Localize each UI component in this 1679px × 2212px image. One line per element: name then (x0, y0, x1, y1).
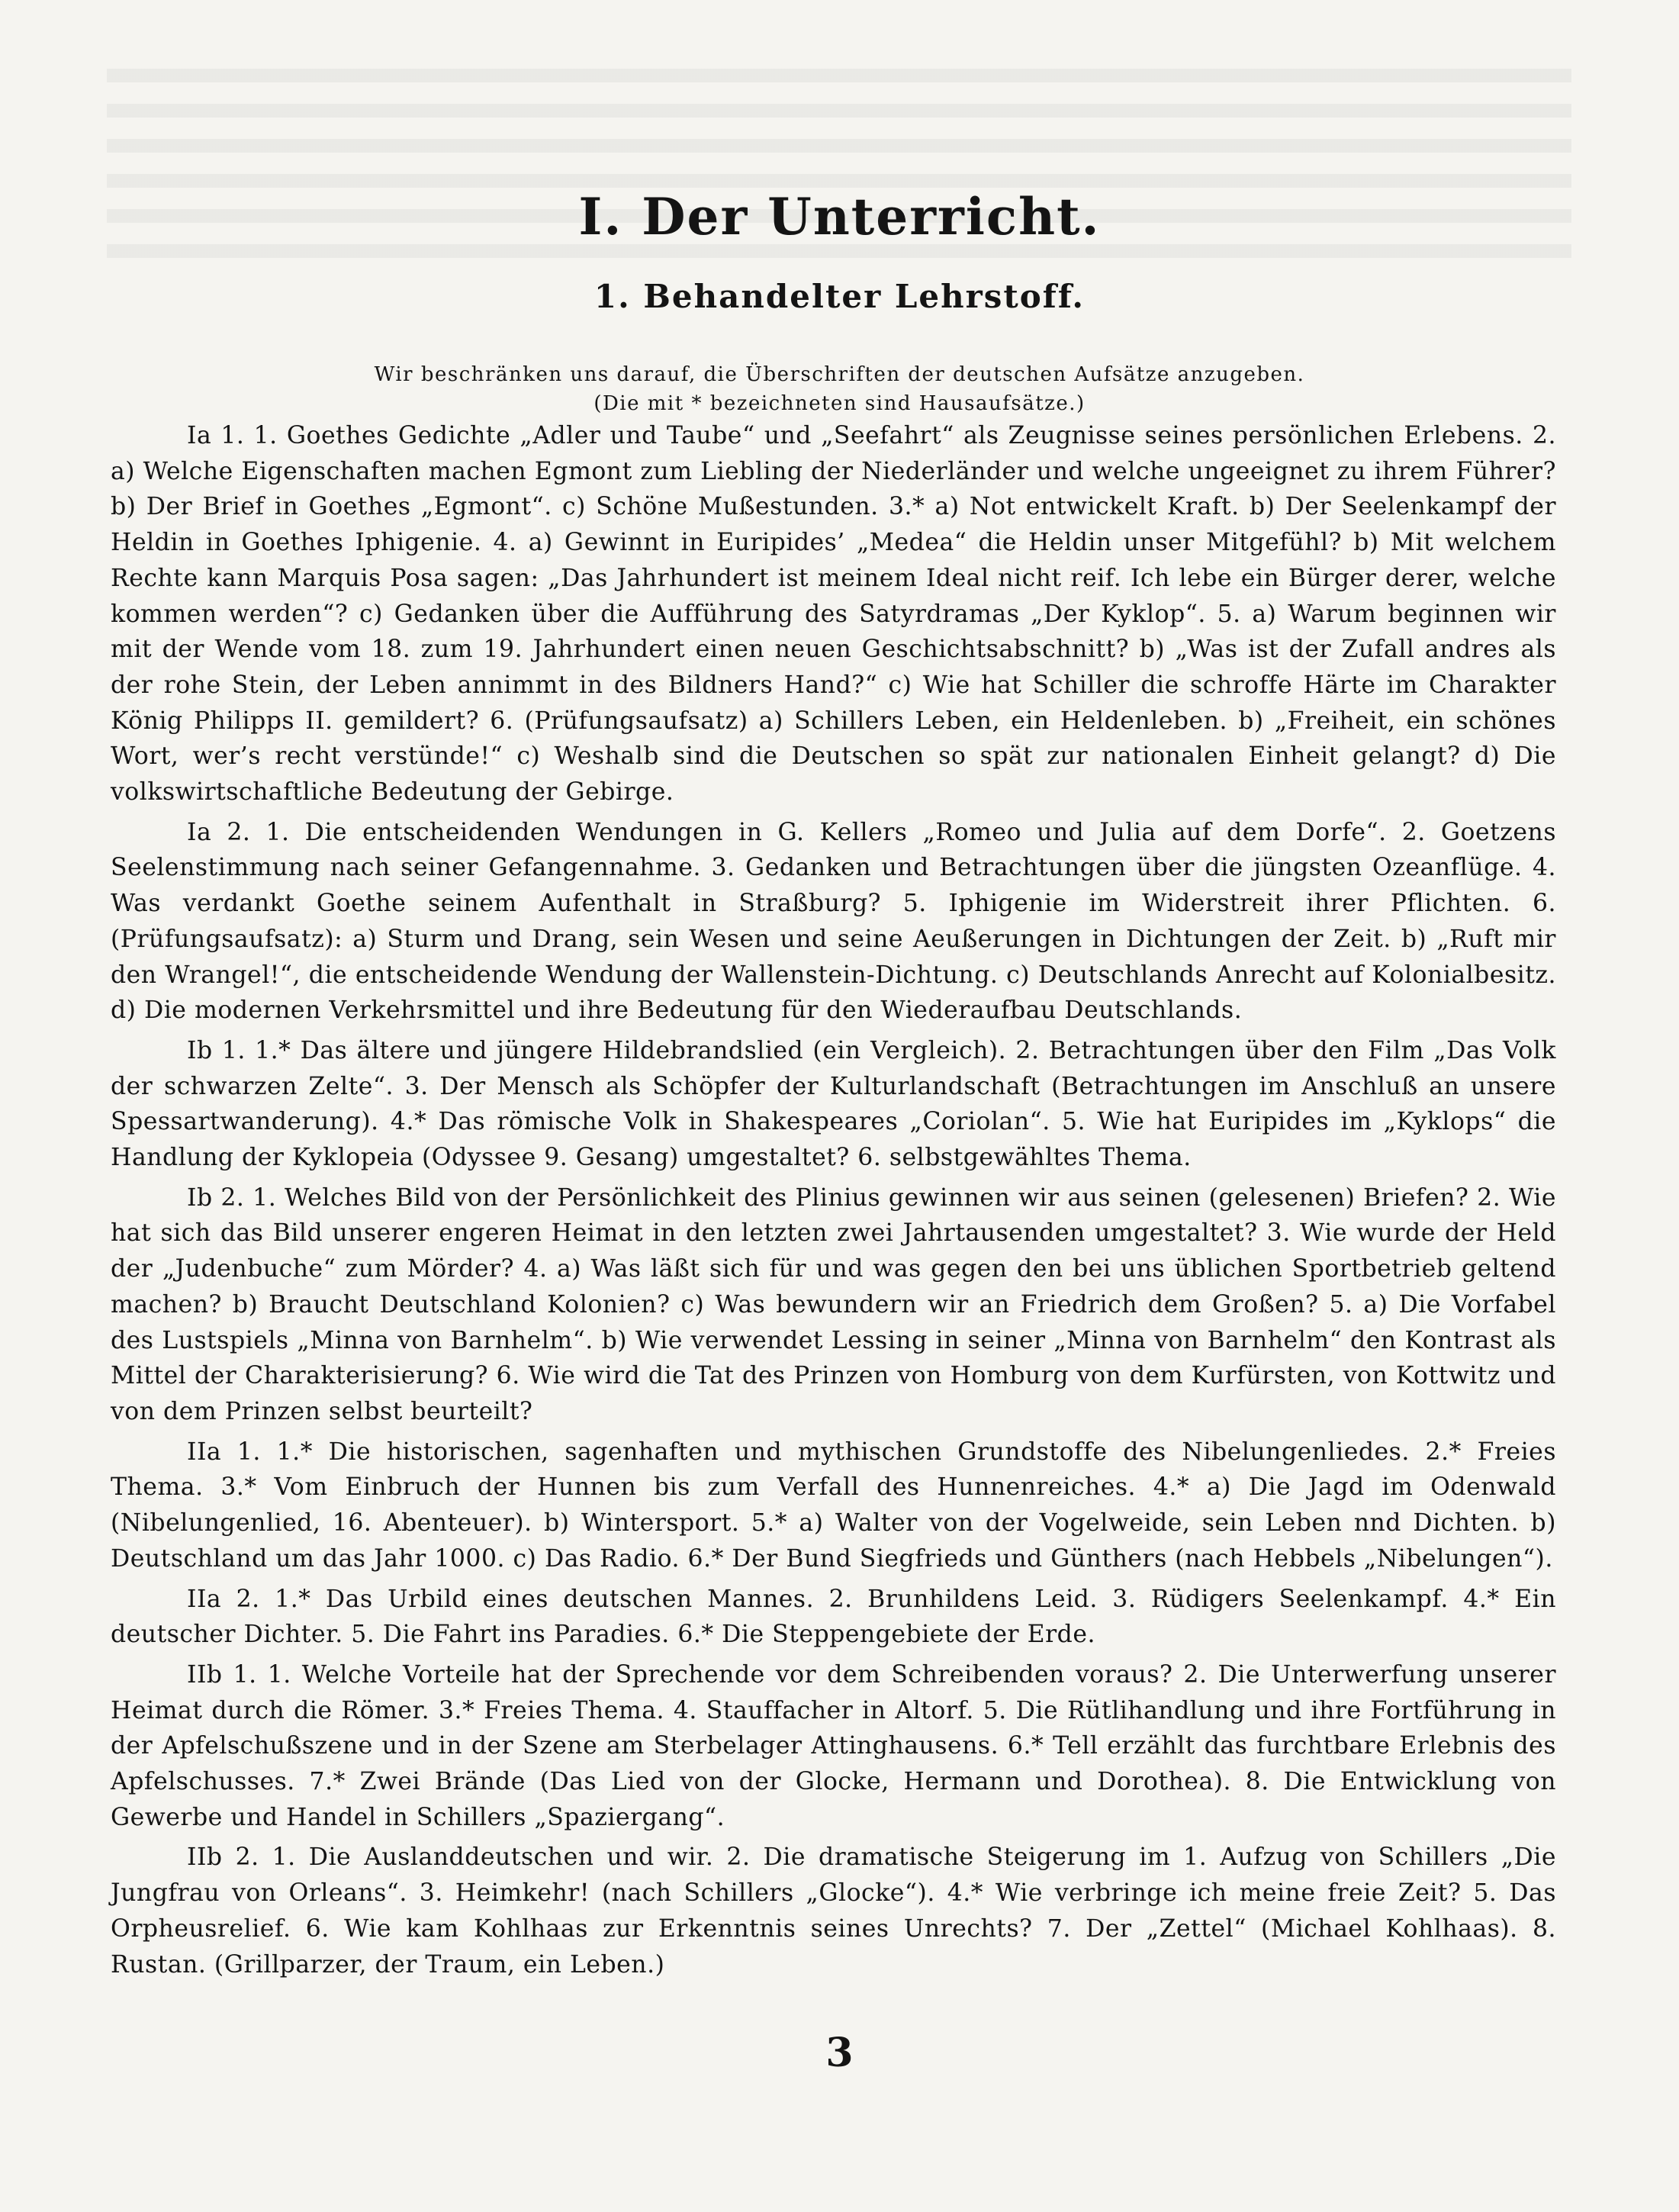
header-block (0, 187, 1679, 317)
paragraph-ia-1: Ia 1. 1. Goethes Gedichte „Adler und Taube“ und „Seefahrt“ als Zeugnisse seines persönlichen Erlebens. 2. a) Welche Eigenschaften machen Egmont zum Liebling der Niederländer und welche ungeeignet zu ihrem Führer? b) Der Brief in Goethes „Egmont“. c) Schöne Mußestunden. 3.* a) Not entwickelt Kraft. b) Der Seelenkampf der Heldin in Goethes Iphigenie. 4. a) Gewinnt in Euripides’ „Medea“ die Heldin unser Mitgefühl? b) Mit welchem Rechte kann Marquis Posa sagen: „Das Jahrhundert ist meinem Ideal nicht reif. Ich lebe ein Bürger derer, welche kommen werden“? c) Gedanken über die Aufführung des Satyrdramas „Der Kyklop“. 5. a) Warum beginnen wir mit der Wende vom 18. zum 19. Jahrhundert einen neuen Geschichtsabschnitt? b) „Was ist der Zufall andres als der rohe Stein, der Leben annimmt in des Bildners Hand?“ c) Wie hat Schiller die schroffe Härte im Charakter König Philipps II. gemildert? 6. (Prüfungsaufsatz) a) Schillers Leben, ein Heldenleben. b) „Freiheit, ein schönes Wort, wer’s recht verstünde!“ c) Weshalb sind die Deutschen so spät zur nationalen Einheit gelangt? d) Die volkswirtschaftliche Bedeutung der Gebirge. (111, 422, 1556, 807)
paragraph-ib-2: Ib 2. 1. Welches Bild von der Persönlichkeit des Plinius gewinnen wir aus seinen (gelesenen) Briefen? 2. Wie hat sich das Bild unserer engeren Heimat in den letzten zwei Jahrtausenden umgestaltet? 3. Wie wurde der Held der „Judenbuche“ zum Mörder? 4. a) Was läßt sich für und was gegen den bei uns üblichen Sportbetrieb geltend machen? b) Braucht Deutschland Kolonien? c) Was bewundern wir an Friedrich dem Großen? 5. a) Die Vorfabel des Lustspiels „Minna von Barnhelm“. b) Wie verwendet Lessing in seiner „Minna von Barnhelm“ den Kontrast als Mittel der Charakterisierung? 6. Wie wird die Tat des Prinzen von Homburg von dem Kurfürsten, von Kottwitz und von dem Prinzen selbst beurteilt? (111, 1183, 1556, 1425)
chapter-heading: I. Der Unterricht. (578, 187, 1101, 246)
page-number: 3 (825, 2030, 854, 2076)
section-heading: 1. Behandelter Lehrstoff. (593, 278, 1086, 316)
paragraph-ib-1: Ib 1. 1.* Das ältere und jüngere Hildebrandslied (ein Vergleich). 2. Betrachtungen über den Film „Das Volk der schwarzen Zelte“. 3. Der Mensch als Schöpfer der Kulturlandschaft (Betrachtungen im Anschluß an unsere Spessartwanderung). 4.* Das römische Volk in Shakespeares „Coriolan“. 5. Wie hat Euripides im „Kyklops“ die Handlung der Kyklopeia (Odyssee 9. Gesang) umgestaltet? 6. selbstgewähltes Thema. (111, 1036, 1556, 1172)
body-text (111, 418, 1556, 1987)
paragraph-iia-1: IIa 1. 1.* Die historischen, sagenhaften und mythischen Grundstoffe des Nibelungenliedes. 2.* Freies Thema. 3.* Vom Einbruch der Hunnen bis zum Verfall des Hunnenreiches. 4.* a) Die Jagd im Odenwald (Nibelungenlied, 16. Abenteuer). b) Wintersport. 5.* a) Walter von der Vogelweide, sein Leben nnd Dichten. b) Deutschland um das Jahr 1000. c) Das Radio. 6.* Der Bund Siegfrieds und Günthers (nach Hebbels „Nibelungen“). (111, 1438, 1556, 1573)
paragraph-ia-2: Ia 2. 1. Die entscheidenden Wendungen in G. Kellers „Romeo und Julia auf dem Dorfe“. 2. Goetzens Seelenstimmung nach seiner Gefangennahme. 3. Gedanken und Betrachtungen über die jüngsten Ozeanflüge. 4. Was verdankt Goethe seinem Aufenthalt in Straßburg? 5. Iphigenie im Widerstreit ihrer Pflichten. 6. (Prüfungsaufsatz): a) Sturm und Drang, sein Wesen und seine Aeußerungen in Dichtungen der Zeit. b) „Ruft mir den Wrangel!“, die entscheidende Wendung der Wallenstein-Dichtung. c) Deutschlands Anrecht auf Kolonialbesitz. d) Die modernen Verkehrsmittel und ihre Bedeutung für den Wiederaufbau Deutschlands. (111, 818, 1556, 1025)
paragraph-iia-2: IIa 2. 1.* Das Urbild eines deutschen Mannes. 2. Brunhildens Leid. 3. Rüdigers Seelenkampf. 4.* Ein deutscher Dichter. 5. Die Fahrt ins Paradies. 6.* Die Steppengebiete der Erde. (111, 1585, 1556, 1649)
paragraph-iib-2: IIb 2. 1. Die Auslanddeutschen und wir. 2. Die dramatische Steigerung im 1. Aufzug von Schillers „Die Jungfrau von Orleans“. 3. Heimkehr! (nach Schillers „Glocke“). 4.* Wie verbringe ich meine freie Zeit? 5. Das Orpheusrelief. 6. Wie kam Kohlhaas zur Erkenntnis seines Unrechts? 7. Der „Zettel“ (Michael Kohlhaas). 8. Rustan. (Grillparzer, der Traum, ein Leben.) (111, 1843, 1556, 1979)
editorial-note (0, 360, 1679, 418)
paragraph-iib-1: IIb 1. 1. Welche Vorteile hat der Sprechende vor dem Schreibenden voraus? 2. Die Unterwerfung unserer Heimat durch die Römer. 3.* Freies Thema. 4. Stauffacher in Altorf. 5. Die Rütlihandlung und ihre Fortführung in der Apfelschußszene und in der Szene am Sterbelager Attinghausens. 6.* Tell erzählt das furchtbare Erlebnis des Apfelschusses. 7.* Zwei Brände (Das Lied von der Glocke, Hermann und Dorothea). 8. Die Entwicklung von Gewerbe und Handel in Schillers „Spaziergang“. (111, 1660, 1556, 1831)
note-line-2: (Die mit * bezeichneten sind Hausaufsätze.) (593, 392, 1086, 415)
note-line-1: Wir beschränken uns darauf, die Überschriften der deutschen Aufsätze anzugeben. (374, 363, 1305, 386)
